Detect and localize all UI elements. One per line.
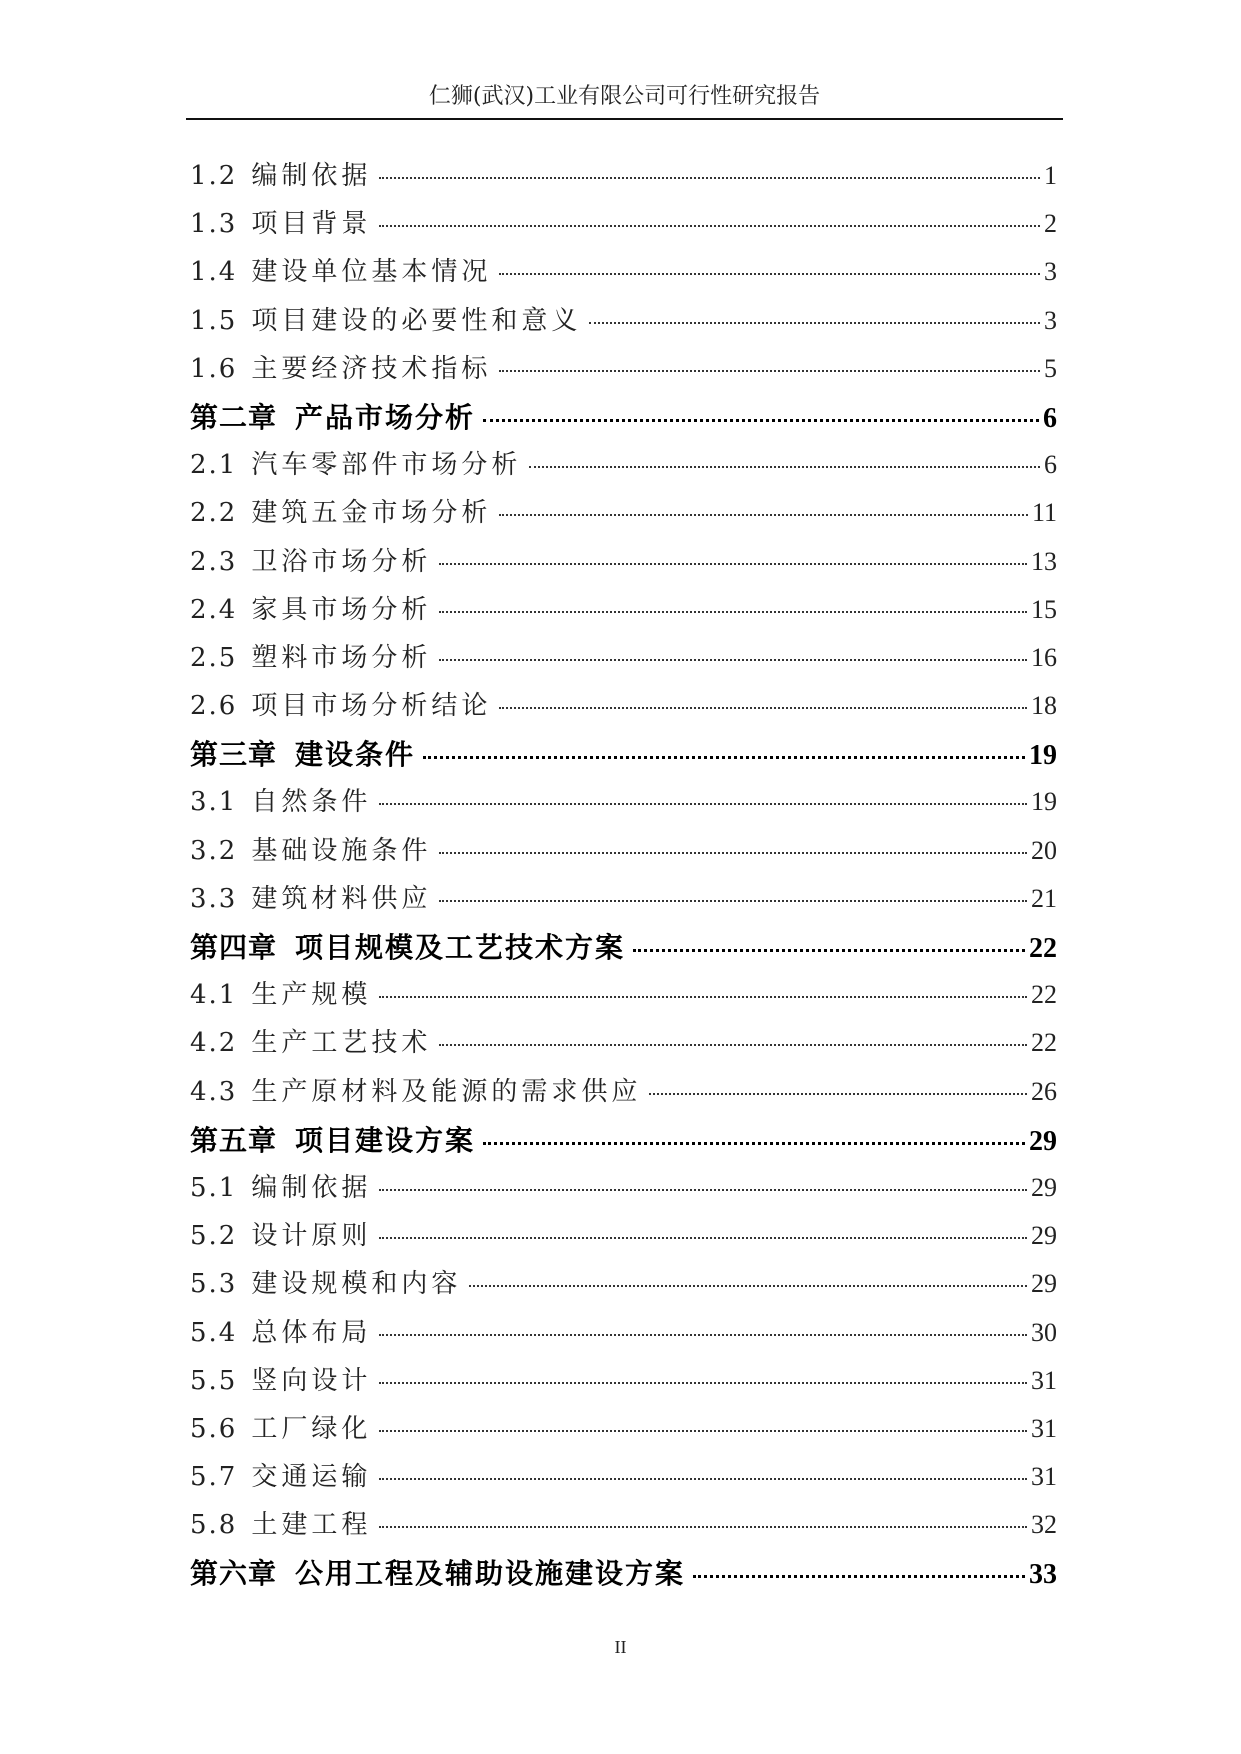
toc-entry-page: 22 [1031,980,1057,1010]
toc-entry-title: 项目市场分析结论 [251,691,492,722]
toc-entry-page: 16 [1031,642,1057,672]
toc-entry-number: 第五章 [190,1123,278,1157]
toc-section-entry[interactable] [190,781,1057,829]
toc-entry-number: 第三章 [190,738,278,772]
toc-entry-number: 3.2 [190,835,238,866]
toc-entry-title: 建设条件 [295,738,416,772]
toc-entry-title: 项目建设方案 [295,1123,476,1157]
toc-section-entry[interactable] [190,830,1057,878]
toc-entry-number: 2.3 [190,546,238,577]
toc-section-entry[interactable] [190,1456,1057,1504]
toc-entry-title: 项目建设的必要性和意义 [251,305,582,336]
toc-section-entry[interactable] [190,637,1057,685]
toc-entry-number: 第二章 [190,400,278,434]
toc-entry-page: 29 [1031,1172,1057,1202]
toc-entry-page: 29 [1031,1221,1057,1251]
toc-entry-page: 15 [1031,594,1057,624]
toc-entry-page: 22 [1029,933,1057,964]
toc-section-entry[interactable] [190,1167,1057,1215]
toc-entry-title: 建设单位基本情况 [251,257,492,288]
toc-entry-title: 塑料市场分析 [251,642,432,673]
toc-section-entry[interactable] [190,878,1057,926]
toc-entry-number: 2.5 [190,642,238,673]
toc-entry-title: 家具市场分析 [251,594,432,625]
toc-entry-number: 5.4 [190,1317,238,1348]
toc-entry-title: 建设规模和内容 [251,1269,462,1300]
toc-entry-page: 22 [1031,1028,1057,1058]
toc-dot-leader [379,803,1027,805]
toc-entry-title: 建筑五金市场分析 [251,498,492,529]
toc-entry-page: 13 [1031,546,1057,576]
toc-entry-title: 总体布局 [251,1317,372,1348]
toc-entry-page: 31 [1031,1413,1057,1443]
toc-dot-leader [379,1478,1027,1480]
toc-chapter-entry[interactable] [190,1552,1057,1600]
toc-entry-number: 4.1 [190,980,238,1011]
toc-entry-title: 编制依据 [251,161,372,191]
toc-dot-leader [379,1334,1027,1336]
toc-section-entry[interactable] [190,974,1057,1022]
toc-entry-number: 4.3 [190,1076,238,1107]
toc-dot-leader [379,1430,1027,1432]
toc-entry-number: 5.5 [190,1365,238,1396]
toc-dot-leader [499,707,1027,709]
toc-dot-leader [469,1285,1027,1287]
page-header: 仁狮(武汉)工业有限公司可行性研究报告 [428,84,821,109]
toc-dot-leader [499,370,1040,372]
toc-section-entry[interactable] [190,1215,1057,1263]
toc-entry-number: 5.2 [190,1221,238,1252]
toc-entry-title: 生产原材料及能源的需求供应 [251,1076,642,1107]
toc-entry-page: 29 [1029,1125,1057,1157]
toc-entry-title: 公用工程及辅助设施建设方案 [295,1557,686,1591]
toc-entry-number: 1.5 [190,305,238,336]
toc-entry-page: 21 [1031,883,1057,913]
toc-entry-title: 生产工艺技术 [251,1028,432,1059]
toc-entry-number: 第四章 [190,931,278,964]
toc-entry-title: 基础设施条件 [251,835,432,866]
toc-entry-title: 土建工程 [251,1510,372,1541]
toc-entry-title: 工厂绿化 [251,1413,372,1444]
toc-entry-number: 2.1 [190,450,238,481]
toc-entry-page: 1 [1044,161,1057,190]
toc-entry-title: 设计原则 [251,1221,372,1252]
toc-entry-title: 竖向设计 [251,1365,372,1396]
toc-entry-page: 18 [1031,691,1057,721]
toc-entry-page: 26 [1031,1076,1057,1106]
toc-entry-title: 主要经济技术指标 [251,353,492,384]
toc-dot-leader [529,466,1040,468]
toc-dot-leader [379,996,1027,998]
toc-entry-page: 3 [1044,305,1057,335]
toc-entry-page: 5 [1044,353,1057,383]
toc-section-entry[interactable] [190,541,1057,589]
toc-entry-number: 5.3 [190,1269,238,1300]
toc-entry-number: 3.3 [190,883,238,914]
toc-section-entry[interactable] [190,348,1057,396]
toc-entry-number: 1.4 [190,257,238,288]
toc-section-entry[interactable] [190,685,1057,733]
toc-entry-title: 产品市场分析 [295,400,476,434]
toc-entry-number: 5.6 [190,1413,238,1444]
toc-entry-number: 2.6 [190,691,238,722]
toc-entry-number: 第六章 [190,1557,278,1591]
toc-section-entry[interactable] [190,444,1057,492]
toc-entry-page: 30 [1031,1317,1057,1347]
toc-dot-leader [423,756,1025,759]
toc-entry-title: 卫浴市场分析 [251,546,432,577]
toc-section-entry[interactable] [190,1263,1057,1311]
toc-entry-number: 1.3 [190,209,238,240]
toc-section-entry[interactable] [190,589,1057,637]
toc-chapter-entry[interactable] [190,396,1057,444]
table-of-contents [190,155,1057,1601]
toc-chapter-entry[interactable] [190,733,1057,781]
toc-entry-number: 4.2 [190,1028,238,1059]
toc-entry-number: 5.1 [190,1172,238,1203]
toc-entry-page: 31 [1031,1462,1057,1492]
toc-entry-title: 汽车零部件市场分析 [251,450,522,481]
toc-entry-number: 5.7 [190,1462,238,1493]
toc-dot-leader [589,322,1040,324]
toc-entry-page: 2 [1044,209,1057,239]
toc-entry-title: 建筑材料供应 [251,883,432,914]
toc-chapter-entry[interactable] [190,926,1057,974]
toc-entry-page: 32 [1031,1510,1057,1540]
toc-section-entry[interactable] [190,203,1057,251]
toc-section-entry[interactable] [190,1504,1057,1552]
toc-entry-page: 33 [1029,1559,1057,1591]
toc-entry-title: 项目背景 [251,209,372,240]
toc-dot-leader [439,659,1027,661]
toc-entry-page: 29 [1031,1269,1057,1299]
toc-entry-title: 编制依据 [251,1172,372,1203]
page-number: II [614,1637,627,1657]
toc-entry-number: 2.2 [190,498,238,529]
toc-dot-leader [649,1093,1027,1095]
toc-entry-title: 自然条件 [251,787,372,818]
toc-dot-leader [483,1142,1025,1145]
toc-entry-page: 20 [1031,835,1057,865]
toc-dot-leader [499,514,1028,516]
toc-entry-page: 11 [1031,498,1057,528]
toc-entry-number: 1.2 [190,161,238,191]
toc-dot-leader [379,225,1040,227]
toc-dot-leader [439,900,1027,902]
toc-entry-number: 5.8 [190,1510,238,1541]
toc-section-entry[interactable] [190,1071,1057,1119]
toc-chapter-entry[interactable] [190,1119,1057,1167]
toc-dot-leader [439,852,1027,854]
toc-entry-page: 19 [1029,740,1057,772]
toc-dot-leader [439,611,1027,613]
toc-entry-page: 3 [1044,257,1057,287]
toc-entry-title: 交通运输 [251,1462,372,1493]
toc-dot-leader [379,1189,1027,1191]
toc-entry-number: 2.4 [190,594,238,625]
toc-section-entry[interactable] [190,1408,1057,1456]
toc-section-entry[interactable] [190,251,1057,299]
toc-dot-leader [439,1044,1027,1046]
toc-section-entry[interactable] [190,155,1057,203]
header-rule [186,118,1063,120]
toc-dot-leader [379,1237,1027,1239]
toc-dot-leader [379,1526,1027,1528]
toc-section-entry[interactable] [190,1022,1057,1070]
toc-section-entry[interactable] [190,300,1057,348]
toc-dot-leader [439,563,1027,565]
toc-entry-page: 6 [1044,450,1057,480]
toc-entry-title: 项目规模及工艺技术方案 [295,931,626,964]
toc-dot-leader [633,949,1025,952]
toc-entry-number: 3.1 [190,787,238,818]
toc-section-entry[interactable] [190,492,1057,540]
toc-dot-leader [379,1382,1027,1384]
toc-entry-number: 1.6 [190,353,238,384]
toc-dot-leader [499,273,1040,275]
toc-section-entry[interactable] [190,1312,1057,1360]
toc-section-entry[interactable] [190,1360,1057,1408]
toc-entry-title: 生产规模 [251,980,372,1011]
toc-entry-page: 6 [1043,402,1057,434]
toc-dot-leader [483,419,1039,422]
toc-dot-leader [379,177,1040,179]
toc-dot-leader [693,1575,1025,1578]
toc-entry-page: 19 [1031,787,1057,817]
toc-entry-page: 31 [1031,1365,1057,1395]
